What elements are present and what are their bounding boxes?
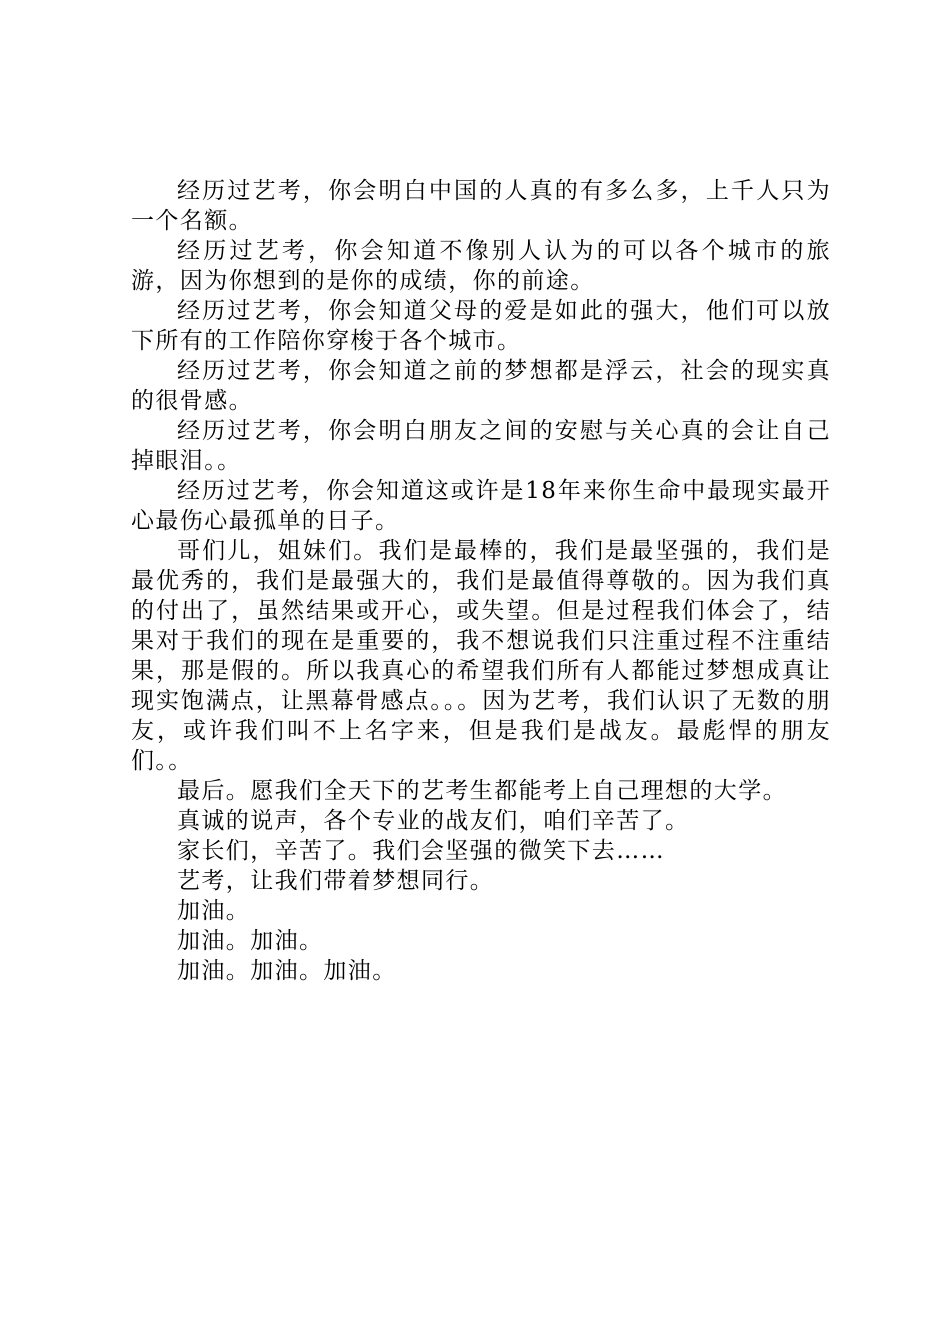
- document-body: [131, 176, 831, 986]
- paragraph-8: 最后。愿我们全天下的艺考生都能考上自己理想的大学。: [177, 778, 787, 804]
- paragraph-12: 加油。: [177, 898, 251, 924]
- paragraph-7: 哥们儿，姐妹们。我们是最棒的，我们是最坚强的，我们是最优秀的，我们是最强大的，我们是最值得尊敬的。因为我们真的付出了，虽然结果或开心，或失望。但是过程我们体会了，结果对于我们的现在是重要的，我不想说我们只注重过程不注重结果，那是假的。所以我真心的希望我们所有人都能过梦想成真让现实饱满点，让黑幕骨感点。。。因为艺考，我们认识了无数的朋友，或许我们叫不上名字来，但是我们是战友。最彪悍的朋友们。。: [131, 538, 831, 774]
- paragraph-10: 家长们，辛苦了。我们会坚强的微笑下去……: [177, 838, 665, 864]
- paragraph-6: 经历过艺考，你会知道这或许是18年来你生命中最现实最开心最伤心最孤单的日子。: [131, 478, 831, 534]
- paragraph-13: 加油。加油。: [177, 928, 324, 954]
- paragraph-4: 经历过艺考，你会知道之前的梦想都是浮云，社会的现实真的很骨感。: [131, 358, 831, 414]
- paragraph-11: 艺考，让我们带着梦想同行。: [177, 868, 495, 894]
- paragraph-9: 真诚的说声，各个专业的战友们，咱们辛苦了。: [177, 808, 690, 834]
- paragraph-14: 加油。加油。加油。: [177, 958, 397, 984]
- paragraph-2: 经历过艺考，你会知道不像别人认为的可以各个城市的旅游，因为你想到的是你的成绩，你的前途。: [131, 238, 831, 294]
- paragraph-5: 经历过艺考，你会明白朋友之间的安慰与关心真的会让自己掉眼泪。。: [131, 418, 831, 474]
- paragraph-1: 经历过艺考，你会明白中国的人真的有多么多，上千人只为一个名额。: [131, 178, 831, 234]
- paragraph-3: 经历过艺考，你会知道父母的爱是如此的强大，他们可以放下所有的工作陪你穿梭于各个城市。: [131, 298, 831, 354]
